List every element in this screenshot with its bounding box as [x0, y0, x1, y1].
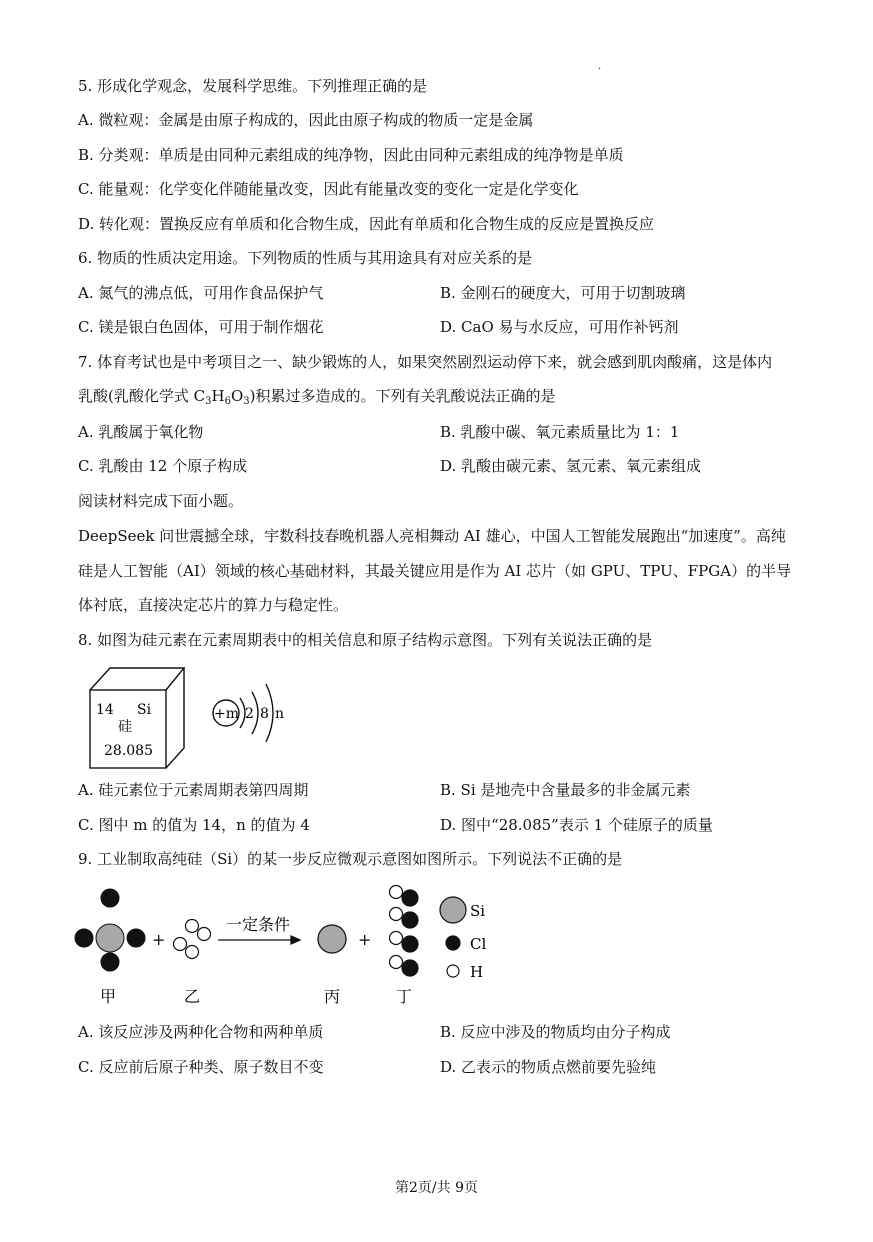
molecule-ding — [390, 886, 419, 977]
legend-h-label: H — [470, 963, 484, 981]
plus-sign-1: + — [152, 930, 166, 949]
q5-option-d: D. 转化观：置换反应有单质和化合物生成，因此有单质和化合物生成的反应是置换反应 — [78, 215, 655, 233]
q5-stem: 5. 形成化学观念，发展科学思维。下列推理正确的是 — [78, 77, 428, 95]
q8-option-c: C. 图中 m 的值为 14，n 的值为 4 — [78, 816, 310, 834]
label-bing: 丙 — [324, 987, 341, 1006]
label-yi: 乙 — [184, 987, 201, 1006]
molecule-jia — [75, 889, 145, 971]
atomic-number: 14 — [96, 702, 114, 718]
formula-o: O — [230, 387, 244, 405]
shell-1-electrons: 2 — [245, 706, 254, 722]
atomic-mass: 28.085 — [104, 743, 153, 759]
legend-cl-label: Cl — [470, 935, 487, 953]
q5-option-a: A. 微粒观：金属是由原子构成的，因此由原子构成的物质一定是金属 — [78, 111, 534, 129]
formula-h: H — [211, 387, 225, 405]
silicon-diagram — [80, 662, 320, 772]
legend — [440, 897, 466, 977]
reading-paragraph-line1: DeepSeek 问世震撼全球，宇数科技春晚机器人亮相舞动 AI 雄心，中国人工智能发展跑出“加速度”。高纯 — [78, 527, 786, 545]
element-name: 硅 — [118, 719, 132, 735]
q9-option-b: B. 反应中涉及的物质均由分子构成 — [440, 1023, 671, 1041]
reaction-condition: 一定条件 — [226, 915, 291, 934]
reading-paragraph-line2: 硅是人工智能（AI）领域的核心基础材料，其最关键应用是作为 AI 芯片（如 GPU、TPU、FPGA）的半导 — [78, 562, 792, 580]
q7-option-c: C. 乳酸由 12 个原子构成 — [78, 457, 248, 475]
shell-3-electrons: n — [275, 706, 285, 722]
q7-stem-line1: 7. 体育考试也是中考项目之一、缺少锻炼的人，如果突然剧烈运动停下来，就会感到肌肉酸痛，这是体内 — [78, 353, 773, 371]
reaction-arrow — [218, 936, 300, 944]
molecule-bing — [318, 925, 346, 953]
element-symbol: Si — [137, 702, 152, 718]
subscript: 3 — [205, 396, 212, 407]
q6-stem: 6. 物质的性质决定用途。下列物质的性质与其用途具有对应关系的是 — [78, 249, 533, 267]
page-number: 第2页/共 9页 — [395, 1180, 478, 1196]
legend-cl-swatch — [446, 936, 460, 950]
q7-stem-post: )积累过多造成的。下列有关乳酸说法正确的是 — [249, 387, 556, 405]
q8-option-d: D. 图中“28.085”表示 1 个硅原子的质量 — [440, 816, 713, 834]
legend-si-swatch — [440, 897, 466, 923]
q5-option-c: C. 能量观：化学变化伴随能量改变，因此有能量改变的变化一定是化学变化 — [78, 180, 579, 198]
shell-2-electrons: 8 — [260, 706, 269, 722]
q5-option-b: B. 分类观：单质是由同种元素组成的纯净物，因此由同种元素组成的纯净物是单质 — [78, 146, 624, 164]
label-jia: 甲 — [100, 987, 117, 1006]
q7-stem-pre: 乳酸(乳酸化学式 C — [78, 387, 206, 405]
q6-option-b: B. 金刚石的硬度大，可用于切割玻璃 — [440, 284, 686, 302]
label-ding: 丁 — [396, 987, 413, 1006]
q6-option-d: D. CaO 易与水反应，可用作补钙剂 — [440, 318, 679, 336]
legend-si-label: Si — [470, 902, 486, 920]
molecule-yi — [174, 920, 211, 959]
reaction-diagram — [70, 878, 510, 1008]
q7-stem-line2 — [78, 386, 556, 412]
q9-option-d: D. 乙表示的物质点燃前要先验纯 — [440, 1058, 657, 1076]
subscript: 3 — [243, 396, 250, 407]
reading-intro: 阅读材料完成下面小题。 — [78, 492, 244, 510]
q8-stem: 8. 如图为硅元素在元素周期表中的相关信息和原子结构示意图。下列有关说法正确的是 — [78, 631, 653, 649]
q9-stem: 9. 工业制取高纯硅（Si）的某一步反应微观示意图如图所示。下列说法不正确的是 — [78, 850, 623, 868]
reading-paragraph-line3: 体衬底，直接决定芯片的算力与稳定性。 — [78, 596, 349, 614]
q9-option-c: C. 反应前后原子种类、原子数目不变 — [78, 1058, 324, 1076]
subscript: 6 — [224, 396, 231, 407]
plus-sign-2: + — [358, 930, 372, 949]
q7-option-b: B. 乳酸中碳、氧元素质量比为 1：1 — [440, 423, 680, 441]
q9-option-a: A. 该反应涉及两种化合物和两种单质 — [78, 1023, 324, 1041]
nucleus-charge: +m — [214, 706, 240, 722]
q8-option-a: A. 硅元素位于元素周期表第四周期 — [78, 781, 309, 799]
q7-option-a: A. 乳酸属于氧化物 — [78, 423, 204, 441]
q7-option-d: D. 乳酸由碳元素、氢元素、氧元素组成 — [440, 457, 702, 475]
legend-h-swatch — [447, 965, 459, 977]
scan-speck: . — [598, 61, 602, 72]
q6-option-c: C. 镁是银白色固体，可用于制作烟花 — [78, 318, 324, 336]
q6-option-a: A. 氮气的沸点低，可用作食品保护气 — [78, 284, 324, 302]
q8-option-b: B. Si 是地壳中含量最多的非金属元素 — [440, 781, 691, 799]
